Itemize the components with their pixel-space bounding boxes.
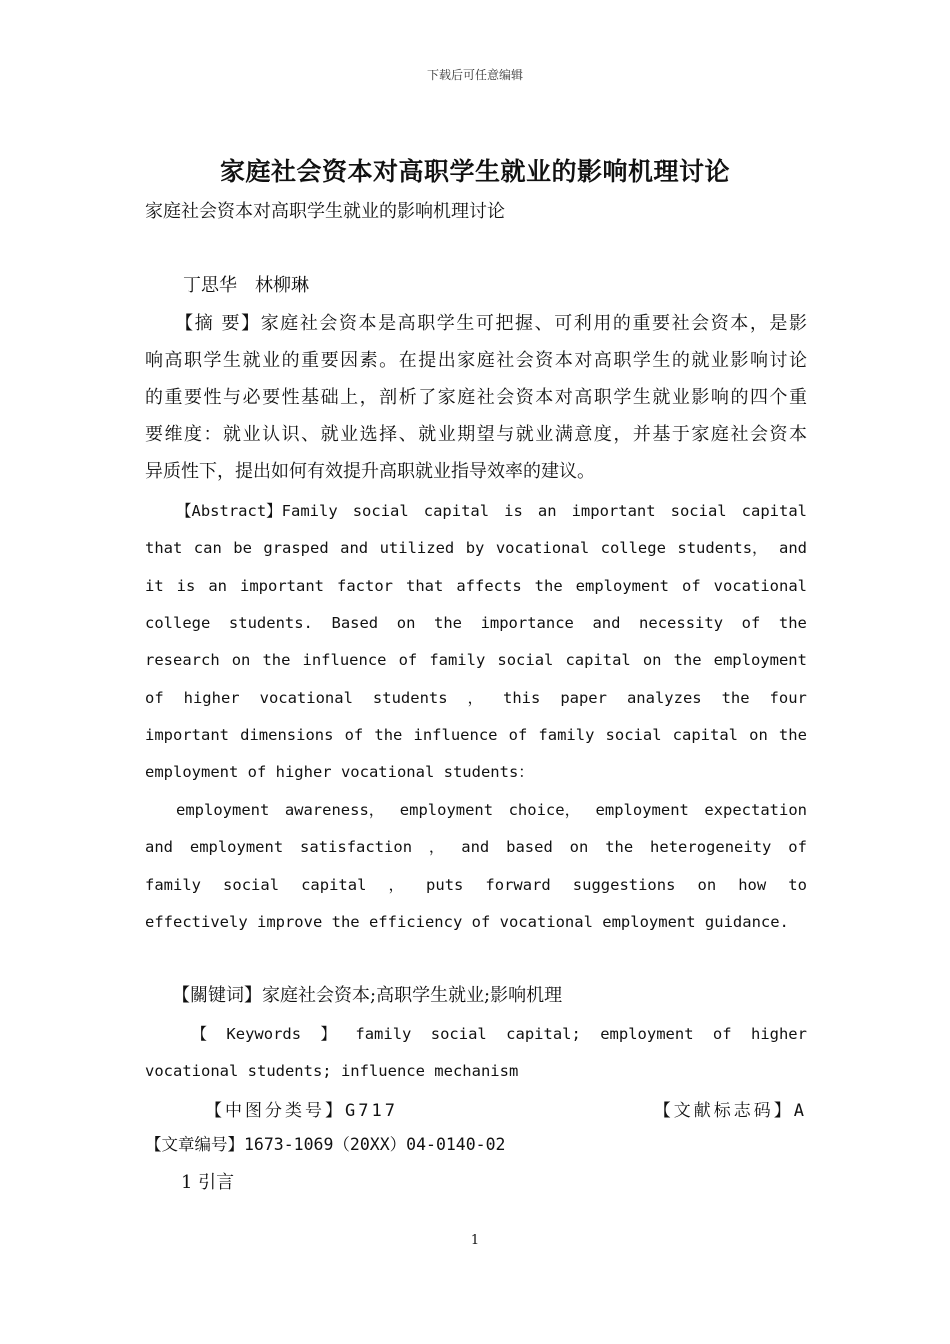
word: 】 <box>320 1025 336 1043</box>
word-group <box>145 574 807 598</box>
word: capital <box>301 876 367 894</box>
word: employment <box>189 838 284 856</box>
word: the <box>605 838 634 856</box>
word: on <box>642 651 662 669</box>
word: of <box>788 838 807 856</box>
word: on <box>231 651 251 669</box>
word: higher <box>183 689 240 707</box>
word: employment <box>399 801 494 819</box>
word: employment <box>575 577 669 595</box>
word: on <box>396 614 416 632</box>
word: capital; <box>506 1025 581 1043</box>
word: an <box>208 577 228 595</box>
document-title: 家庭社会资本对高职学生就业的影响机理讨论 <box>219 157 730 186</box>
abstract-en-line <box>145 873 807 897</box>
keywords-cn: 【關键词】家庭社会资本;高职学生就业;影响机理 <box>145 985 563 1006</box>
abstract-cn-line: 的重要性与必要性基础上，剖析了家庭社会资本对高职学生就业影响的四个重 <box>145 387 807 408</box>
word: students <box>372 689 448 707</box>
word-group <box>145 686 807 710</box>
word-group <box>145 536 807 560</box>
indent <box>145 499 176 523</box>
word: to <box>788 876 807 894</box>
word: of <box>398 651 418 669</box>
abstract-en-line <box>145 499 807 523</box>
word: social <box>223 876 280 894</box>
word: and <box>779 539 807 557</box>
word: employment <box>713 651 807 669</box>
word: the <box>778 614 807 632</box>
word-group <box>176 499 807 523</box>
word: students. <box>228 614 313 632</box>
word: the <box>374 726 403 744</box>
word: employment <box>176 801 270 819</box>
word: importance <box>480 614 574 632</box>
word: social <box>430 1025 487 1043</box>
word-group <box>145 648 807 672</box>
word: the <box>262 651 291 669</box>
word: vocational <box>495 539 590 557</box>
word: this <box>503 689 541 707</box>
word: social <box>670 502 727 520</box>
word: capital <box>565 651 631 669</box>
word: students， <box>677 539 768 557</box>
word: 【 <box>191 1025 208 1043</box>
word: paper <box>560 689 607 707</box>
word: capital <box>423 502 490 520</box>
word: the <box>778 726 807 744</box>
abstract-en-line <box>145 536 807 560</box>
word: employment <box>600 1025 694 1043</box>
abstract-cn-line: 异质性下，提出如何有效提升高职就业指导效率的建议。 <box>145 461 595 482</box>
abstract-en-line <box>145 648 807 672</box>
document-subtitle: 家庭社会资本对高职学生就业的影响机理讨论 <box>145 201 505 222</box>
word: of <box>344 726 364 744</box>
keywords-en-line: vocational students; influence mechanism <box>145 1062 519 1080</box>
header-note: 下载后可任意编辑 <box>426 68 523 82</box>
word-group <box>145 873 807 897</box>
word: on <box>569 838 589 856</box>
word: the <box>433 614 462 632</box>
word: based <box>506 838 553 856</box>
document-code: 【文献标志码】A <box>653 1101 807 1121</box>
word: employment <box>595 801 689 819</box>
word: is <box>176 577 196 595</box>
word: puts <box>426 876 464 894</box>
word: the <box>534 577 563 595</box>
word: important <box>145 726 229 744</box>
word: social <box>497 651 554 669</box>
word: the <box>673 651 702 669</box>
word: grasped <box>263 539 329 557</box>
word: utilized <box>379 539 455 557</box>
abstract-en-line <box>145 686 807 710</box>
abstract-en-line <box>145 723 807 747</box>
word: family <box>429 651 486 669</box>
word: be <box>233 539 252 557</box>
word: influence <box>413 726 498 744</box>
word: family <box>145 876 201 894</box>
word: of <box>145 689 164 707</box>
word: choice， <box>508 801 581 819</box>
word: dimensions <box>240 726 334 744</box>
word: expectation <box>704 801 807 819</box>
word: factor <box>337 577 394 595</box>
word: is <box>504 502 523 520</box>
word: and <box>340 539 369 557</box>
word: vocational <box>713 577 807 595</box>
word: capital <box>741 502 807 520</box>
section-heading: 1 引言 <box>145 1172 235 1193</box>
word: it <box>145 577 164 595</box>
indent <box>145 1022 192 1046</box>
word: awareness， <box>284 801 385 819</box>
word: on <box>697 876 717 894</box>
word: important <box>240 577 325 595</box>
word: Based <box>331 614 379 632</box>
word: can <box>193 539 222 557</box>
word: the <box>721 689 750 707</box>
authors: 丁思华 林柳琳 <box>183 275 309 296</box>
abstract-en-line <box>145 611 807 635</box>
word: ， <box>428 838 445 856</box>
word-group <box>192 1022 807 1046</box>
word: of <box>712 1025 732 1043</box>
word: and <box>145 838 173 856</box>
abstract-cn-line: 要维度：就业认识、就业选择、就业期望与就业满意度，并基于家庭社会资本 <box>145 424 807 445</box>
word: social <box>605 726 662 744</box>
word: of <box>508 726 528 744</box>
abstract-en-line <box>145 835 807 859</box>
word-group <box>145 835 807 859</box>
abstract-en-line: employment of higher vocational students： <box>145 763 534 781</box>
indent <box>145 798 176 822</box>
word: forward <box>485 876 551 894</box>
word: heterogeneity <box>650 838 772 856</box>
page-number: 1 <box>470 1233 480 1248</box>
word: ， <box>388 876 404 894</box>
word: influence <box>302 651 387 669</box>
abstract-en-line <box>145 798 807 822</box>
article-number: 【文章编号】1673-1069（20XX）04-0140-02 <box>145 1135 506 1154</box>
abstract-cn-line: 【摘 要】家庭社会资本是高职学生可把握、可利用的重要社会资本，是影 <box>145 313 807 334</box>
word: that <box>406 577 444 595</box>
word: that <box>145 539 183 557</box>
word: an <box>537 502 557 520</box>
word: 【Abstract】Family <box>176 502 338 520</box>
abstract-en-line <box>145 574 807 598</box>
word: affects <box>456 577 522 595</box>
keywords-en-line <box>145 1022 807 1046</box>
word-group <box>176 798 807 822</box>
word: and <box>461 838 490 856</box>
word: analyzes <box>626 689 702 707</box>
word: social <box>352 502 409 520</box>
word: necessity <box>639 614 724 632</box>
word: capital <box>672 726 738 744</box>
word: vocational <box>259 689 353 707</box>
word: on <box>749 726 768 744</box>
word: higher <box>750 1025 807 1043</box>
word: family <box>355 1025 412 1043</box>
abstract-cn-line: 响高职学生就业的重要因素。在提出家庭社会资本对高职学生的就业影响讨论 <box>145 350 807 371</box>
abstract-en-line: effectively improve the efficiency of vocational employment guidance. <box>145 913 789 931</box>
word: ， <box>467 689 484 707</box>
word: of <box>682 577 701 595</box>
clc-number: 【中图分类号】G717 <box>205 1101 398 1121</box>
word-group <box>145 611 807 635</box>
word: family <box>538 726 595 744</box>
word: research <box>145 651 220 669</box>
word: of <box>741 614 761 632</box>
word: college <box>145 614 211 632</box>
word: and <box>592 614 621 632</box>
word: college <box>600 539 666 557</box>
word: by <box>465 539 485 557</box>
word-group <box>145 723 807 747</box>
word: how <box>738 876 767 894</box>
word: four <box>769 689 807 707</box>
word: suggestions <box>572 876 676 894</box>
word: satisfaction <box>300 838 413 856</box>
word: Keywords <box>226 1025 302 1043</box>
word: important <box>571 502 656 520</box>
